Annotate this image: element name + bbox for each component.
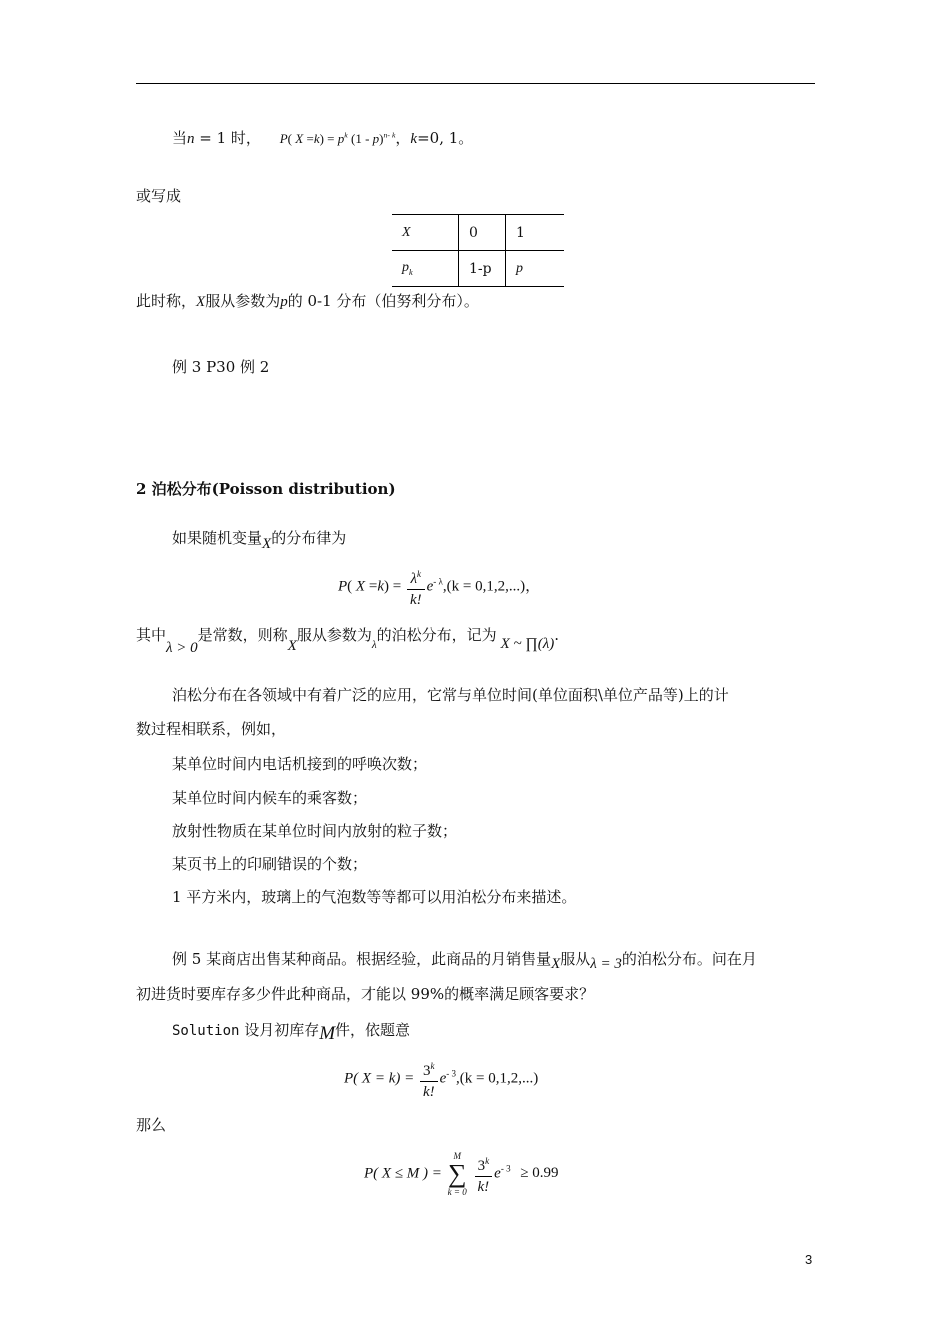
k-values: =0, 1。 [417,129,474,147]
var-n: n [187,131,195,147]
poisson-definition: 其中λ > 0是常数，则称X服从参数为$_\lambda$的泊松分布，记为 X ~ ∏(λ). [136,626,560,656]
header-rule [136,83,815,84]
bernoulli-definition: 此时称，X服从参数为p的 0-1 分布（伯努利分布）。 [136,292,479,310]
poisson-intro: 如果随机变量X的分布律为 [172,529,347,552]
list-item: 某单位时间内电话机接到的呼唤次数； [172,755,428,773]
comma: ， [395,129,411,147]
table-row [392,251,564,287]
n-equals-1: = 1 时， [194,129,261,147]
table-cell-pk: $p_k$ [392,251,459,287]
cumulative-inequality: P( X ≤ M ) = M ∑ k = 0 $\frac{3^k}{k!}$ $e^{- 3} \ge 0.99$ [364,1151,559,1197]
paragraph-applications-line1: 泊松分布在各领域中有着广泛的应用，它常与单位时间(单位面积\单位产品等)上的计 [172,686,729,704]
example-3-ref: 例 3 P30 例 2 [172,358,270,376]
table-cell-1: 1 [506,215,565,251]
example-5-line1: 例 5 某商店出售某种商品。根据经验，此商品的月销售量X服从λ = 3的泊松分布。问在月 [172,950,757,972]
table-row [392,215,564,251]
table-cell-p: p [506,251,565,287]
table-cell-x: X [392,215,459,251]
pmf-table [392,214,564,287]
table-cell-1-minus-p: 1-p [459,251,506,287]
example-5-line2: 初进货时要库存多少件此种商品，才能以 99%的概率满足顾客要求？ [136,985,595,1003]
list-item: 放射性物质在某单位时间内放射的粒子数； [172,822,458,840]
page-number: 3 [805,1252,813,1267]
poisson-pmf-formula: P( X =k) = $\frac{\lambda^k}{k!}$ $e^{- \lambda},(k = 0,1,2,...)$， [338,564,540,610]
bernoulli-formula: P( $X =k) = p^k$ (1 - p)$^{n- k}$ [279,130,396,146]
var-k: k [410,131,418,147]
table-cell-0: 0 [459,215,506,251]
text-dang: 当 [172,129,188,147]
list-item: 1 平方米内，玻璃上的气泡数等等都可以用泊松分布来描述。 [172,888,577,906]
or-write-label: 或写成 [136,187,182,205]
solution-line: Solution 设月初库存M件，依题意 [172,1021,411,1044]
poisson-lambda3-formula: P( X = k) = $\frac{3^k}{k!}$ $e^{- 3},(k = 0,1,2,...)$ [344,1056,538,1102]
list-item: 某单位时间内候车的乘客数； [172,789,368,807]
then-label: 那么 [136,1116,167,1134]
section-title-poisson: 2 泊松分布(Poisson distribution) [136,480,396,498]
bernoulli-formula-line [172,127,473,148]
list-item: 某页书上的印刷错误的个数； [172,855,368,873]
paragraph-applications-line2: 数过程相联系，例如， [136,720,287,738]
